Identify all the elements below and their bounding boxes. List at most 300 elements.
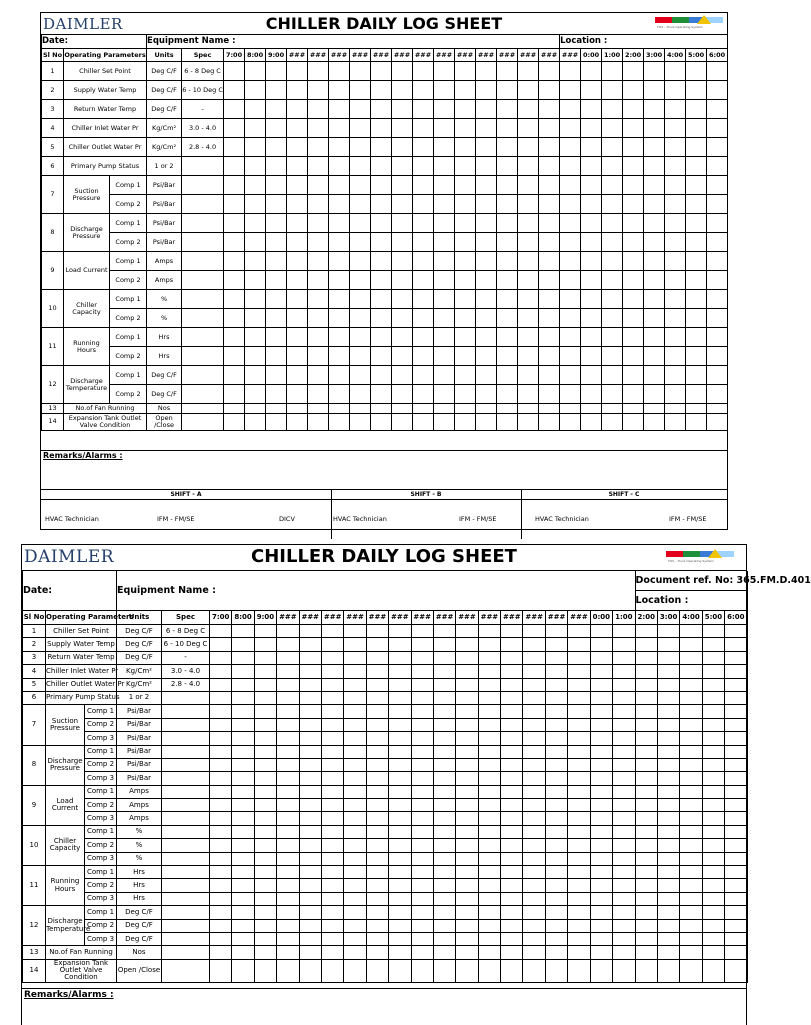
log-entry-cell[interactable] (389, 852, 411, 865)
log-entry-cell[interactable] (545, 732, 567, 745)
log-entry-cell[interactable] (411, 852, 433, 865)
log-entry-cell[interactable] (411, 932, 433, 945)
log-entry-cell[interactable] (476, 328, 497, 347)
log-entry-cell[interactable] (287, 195, 308, 214)
log-entry-cell[interactable] (665, 309, 686, 328)
log-entry-cell[interactable] (680, 758, 702, 771)
log-entry-cell[interactable] (590, 691, 612, 704)
log-entry-cell[interactable] (371, 328, 392, 347)
log-entry-cell[interactable] (644, 271, 665, 290)
log-entry-cell[interactable] (635, 906, 657, 919)
log-entry-cell[interactable] (434, 233, 455, 252)
log-entry-cell[interactable] (266, 385, 287, 404)
log-entry-cell[interactable] (478, 758, 500, 771)
log-entry-cell[interactable] (623, 290, 644, 309)
log-entry-cell[interactable] (232, 678, 254, 691)
log-entry-cell[interactable] (680, 799, 702, 812)
log-entry-cell[interactable] (277, 839, 299, 852)
log-entry-cell[interactable] (590, 959, 612, 982)
log-entry-cell[interactable] (478, 745, 500, 758)
log-entry-cell[interactable] (539, 176, 560, 195)
log-entry-cell[interactable] (308, 347, 329, 366)
log-entry-cell[interactable] (210, 772, 232, 785)
log-entry-cell[interactable] (644, 100, 665, 119)
log-entry-cell[interactable] (411, 691, 433, 704)
log-entry-cell[interactable] (433, 745, 455, 758)
log-entry-cell[interactable] (287, 404, 308, 414)
log-entry-cell[interactable] (635, 799, 657, 812)
log-entry-cell[interactable] (702, 678, 724, 691)
log-entry-cell[interactable] (707, 119, 728, 138)
log-entry-cell[interactable] (350, 385, 371, 404)
log-entry-cell[interactable] (501, 839, 523, 852)
log-entry-cell[interactable] (308, 62, 329, 81)
log-entry-cell[interactable] (523, 785, 545, 798)
log-entry-cell[interactable] (299, 638, 321, 651)
log-entry-cell[interactable] (665, 328, 686, 347)
log-entry-cell[interactable] (539, 328, 560, 347)
log-entry-cell[interactable] (266, 157, 287, 176)
log-entry-cell[interactable] (590, 758, 612, 771)
log-entry-cell[interactable] (623, 347, 644, 366)
log-entry-cell[interactable] (366, 665, 388, 678)
log-entry-cell[interactable] (590, 812, 612, 825)
log-entry-cell[interactable] (371, 100, 392, 119)
log-entry-cell[interactable] (657, 665, 679, 678)
log-entry-cell[interactable] (476, 366, 497, 385)
log-entry-cell[interactable] (657, 651, 679, 664)
log-entry-cell[interactable] (254, 892, 276, 905)
log-entry-cell[interactable] (590, 879, 612, 892)
log-entry-cell[interactable] (518, 290, 539, 309)
log-entry-cell[interactable] (501, 678, 523, 691)
log-entry-cell[interactable] (590, 919, 612, 932)
log-entry-cell[interactable] (539, 413, 560, 430)
log-entry-cell[interactable] (210, 665, 232, 678)
log-entry-cell[interactable] (518, 404, 539, 414)
log-entry-cell[interactable] (702, 625, 724, 638)
log-entry-cell[interactable] (456, 718, 478, 731)
log-entry-cell[interactable] (413, 413, 434, 430)
log-entry-cell[interactable] (497, 404, 518, 414)
log-entry-cell[interactable] (644, 366, 665, 385)
log-entry-cell[interactable] (266, 62, 287, 81)
log-entry-cell[interactable] (287, 176, 308, 195)
log-entry-cell[interactable] (232, 959, 254, 982)
log-entry-cell[interactable] (366, 946, 388, 959)
log-entry-cell[interactable] (277, 919, 299, 932)
log-entry-cell[interactable] (523, 772, 545, 785)
log-entry-cell[interactable] (433, 825, 455, 838)
log-entry-cell[interactable] (433, 959, 455, 982)
log-entry-cell[interactable] (702, 825, 724, 838)
log-entry-cell[interactable] (210, 625, 232, 638)
log-entry-cell[interactable] (455, 347, 476, 366)
log-entry-cell[interactable] (277, 665, 299, 678)
log-entry-cell[interactable] (602, 328, 623, 347)
log-entry-cell[interactable] (523, 866, 545, 879)
log-entry-cell[interactable] (411, 732, 433, 745)
log-entry-cell[interactable] (635, 678, 657, 691)
log-entry-cell[interactable] (413, 100, 434, 119)
log-entry-cell[interactable] (224, 404, 245, 414)
log-entry-cell[interactable] (725, 625, 747, 638)
log-entry-cell[interactable] (389, 932, 411, 945)
log-entry-cell[interactable] (623, 252, 644, 271)
log-entry-cell[interactable] (371, 404, 392, 414)
log-entry-cell[interactable] (232, 879, 254, 892)
log-entry-cell[interactable] (686, 195, 707, 214)
log-entry-cell[interactable] (635, 625, 657, 638)
log-entry-cell[interactable] (590, 705, 612, 718)
log-entry-cell[interactable] (545, 866, 567, 879)
log-entry-cell[interactable] (277, 758, 299, 771)
log-entry-cell[interactable] (518, 138, 539, 157)
log-entry-cell[interactable] (456, 892, 478, 905)
log-entry-cell[interactable] (455, 81, 476, 100)
log-entry-cell[interactable] (686, 328, 707, 347)
log-entry-cell[interactable] (665, 119, 686, 138)
log-entry-cell[interactable] (539, 214, 560, 233)
log-entry-cell[interactable] (287, 366, 308, 385)
log-entry-cell[interactable] (411, 959, 433, 982)
log-entry-cell[interactable] (299, 852, 321, 865)
log-entry-cell[interactable] (245, 119, 266, 138)
log-entry-cell[interactable] (635, 932, 657, 945)
log-entry-cell[interactable] (456, 959, 478, 982)
log-entry-cell[interactable] (702, 892, 724, 905)
log-entry-cell[interactable] (725, 906, 747, 919)
log-entry-cell[interactable] (665, 290, 686, 309)
log-entry-cell[interactable] (434, 214, 455, 233)
log-entry-cell[interactable] (433, 839, 455, 852)
log-entry-cell[interactable] (389, 825, 411, 838)
log-entry-cell[interactable] (545, 758, 567, 771)
log-entry-cell[interactable] (613, 678, 636, 691)
log-entry-cell[interactable] (210, 919, 232, 932)
log-entry-cell[interactable] (702, 932, 724, 945)
log-entry-cell[interactable] (344, 758, 366, 771)
log-entry-cell[interactable] (389, 638, 411, 651)
log-entry-cell[interactable] (329, 62, 350, 81)
log-entry-cell[interactable] (392, 214, 413, 233)
log-entry-cell[interactable] (350, 413, 371, 430)
log-entry-cell[interactable] (366, 691, 388, 704)
log-entry-cell[interactable] (568, 799, 590, 812)
log-entry-cell[interactable] (392, 385, 413, 404)
log-entry-cell[interactable] (434, 385, 455, 404)
log-entry-cell[interactable] (224, 366, 245, 385)
log-entry-cell[interactable] (613, 812, 636, 825)
log-entry-cell[interactable] (523, 758, 545, 771)
log-entry-cell[interactable] (707, 81, 728, 100)
log-entry-cell[interactable] (433, 625, 455, 638)
log-entry-cell[interactable] (224, 138, 245, 157)
log-entry-cell[interactable] (413, 62, 434, 81)
log-entry-cell[interactable] (680, 705, 702, 718)
log-entry-cell[interactable] (389, 892, 411, 905)
location-field[interactable]: Location : (560, 35, 728, 49)
log-entry-cell[interactable] (329, 119, 350, 138)
log-entry-cell[interactable] (686, 214, 707, 233)
log-entry-cell[interactable] (434, 138, 455, 157)
log-entry-cell[interactable] (635, 651, 657, 664)
log-entry-cell[interactable] (299, 892, 321, 905)
log-entry-cell[interactable] (725, 745, 747, 758)
log-entry-cell[interactable] (210, 852, 232, 865)
log-entry-cell[interactable] (545, 705, 567, 718)
log-entry-cell[interactable] (545, 691, 567, 704)
log-entry-cell[interactable] (329, 138, 350, 157)
log-entry-cell[interactable] (413, 309, 434, 328)
log-entry-cell[interactable] (455, 176, 476, 195)
log-entry-cell[interactable] (568, 691, 590, 704)
log-entry-cell[interactable] (545, 638, 567, 651)
log-entry-cell[interactable] (702, 691, 724, 704)
log-entry-cell[interactable] (501, 959, 523, 982)
log-entry-cell[interactable] (389, 718, 411, 731)
log-entry-cell[interactable] (657, 785, 679, 798)
log-entry-cell[interactable] (560, 271, 581, 290)
log-entry-cell[interactable] (560, 309, 581, 328)
log-entry-cell[interactable] (224, 119, 245, 138)
log-entry-cell[interactable] (266, 413, 287, 430)
log-entry-cell[interactable] (456, 799, 478, 812)
log-entry-cell[interactable] (686, 119, 707, 138)
log-entry-cell[interactable] (568, 785, 590, 798)
log-entry-cell[interactable] (389, 678, 411, 691)
log-entry-cell[interactable] (635, 919, 657, 932)
log-entry-cell[interactable] (545, 651, 567, 664)
log-entry-cell[interactable] (287, 157, 308, 176)
log-entry-cell[interactable] (392, 290, 413, 309)
log-entry-cell[interactable] (501, 691, 523, 704)
log-entry-cell[interactable] (413, 366, 434, 385)
log-entry-cell[interactable] (539, 157, 560, 176)
log-entry-cell[interactable] (371, 413, 392, 430)
log-entry-cell[interactable] (389, 879, 411, 892)
log-entry-cell[interactable] (299, 785, 321, 798)
log-entry-cell[interactable] (411, 785, 433, 798)
log-entry-cell[interactable] (680, 866, 702, 879)
log-entry-cell[interactable] (702, 732, 724, 745)
log-entry-cell[interactable] (707, 214, 728, 233)
log-entry-cell[interactable] (518, 119, 539, 138)
log-entry-cell[interactable] (623, 81, 644, 100)
log-entry-cell[interactable] (644, 328, 665, 347)
log-entry-cell[interactable] (389, 651, 411, 664)
log-entry-cell[interactable] (299, 732, 321, 745)
log-entry-cell[interactable] (702, 919, 724, 932)
log-entry-cell[interactable] (476, 309, 497, 328)
log-entry-cell[interactable] (277, 852, 299, 865)
log-entry-cell[interactable] (245, 413, 266, 430)
log-entry-cell[interactable] (725, 959, 747, 982)
log-entry-cell[interactable] (245, 233, 266, 252)
log-entry-cell[interactable] (254, 705, 276, 718)
log-entry-cell[interactable] (497, 271, 518, 290)
log-entry-cell[interactable] (478, 785, 500, 798)
log-entry-cell[interactable] (545, 625, 567, 638)
log-entry-cell[interactable] (545, 665, 567, 678)
log-entry-cell[interactable] (371, 157, 392, 176)
log-entry-cell[interactable] (686, 157, 707, 176)
log-entry-cell[interactable] (657, 919, 679, 932)
log-entry-cell[interactable] (321, 638, 343, 651)
log-entry-cell[interactable] (568, 892, 590, 905)
log-entry-cell[interactable] (707, 62, 728, 81)
log-entry-cell[interactable] (635, 745, 657, 758)
log-entry-cell[interactable] (433, 852, 455, 865)
log-entry-cell[interactable] (560, 413, 581, 430)
log-entry-cell[interactable] (501, 745, 523, 758)
log-entry-cell[interactable] (613, 651, 636, 664)
log-entry-cell[interactable] (623, 385, 644, 404)
log-entry-cell[interactable] (644, 347, 665, 366)
log-entry-cell[interactable] (350, 176, 371, 195)
log-entry-cell[interactable] (344, 812, 366, 825)
log-entry-cell[interactable] (707, 366, 728, 385)
log-entry-cell[interactable] (371, 233, 392, 252)
log-entry-cell[interactable] (456, 732, 478, 745)
log-entry-cell[interactable] (725, 946, 747, 959)
log-entry-cell[interactable] (476, 176, 497, 195)
log-entry-cell[interactable] (232, 758, 254, 771)
log-entry-cell[interactable] (308, 404, 329, 414)
log-entry-cell[interactable] (371, 176, 392, 195)
log-entry-cell[interactable] (623, 214, 644, 233)
log-entry-cell[interactable] (501, 705, 523, 718)
log-entry-cell[interactable] (329, 328, 350, 347)
equipment-name-field[interactable]: Equipment Name : (147, 35, 560, 49)
log-entry-cell[interactable] (590, 651, 612, 664)
log-entry-cell[interactable] (434, 195, 455, 214)
log-entry-cell[interactable] (539, 100, 560, 119)
log-entry-cell[interactable] (389, 919, 411, 932)
log-entry-cell[interactable] (568, 732, 590, 745)
log-entry-cell[interactable] (702, 638, 724, 651)
log-entry-cell[interactable] (389, 785, 411, 798)
log-entry-cell[interactable] (456, 785, 478, 798)
log-entry-cell[interactable] (702, 799, 724, 812)
log-entry-cell[interactable] (644, 233, 665, 252)
log-entry-cell[interactable] (224, 195, 245, 214)
log-entry-cell[interactable] (568, 866, 590, 879)
log-entry-cell[interactable] (411, 758, 433, 771)
log-entry-cell[interactable] (725, 932, 747, 945)
log-entry-cell[interactable] (392, 100, 413, 119)
log-entry-cell[interactable] (455, 157, 476, 176)
log-entry-cell[interactable] (254, 812, 276, 825)
log-entry-cell[interactable] (299, 879, 321, 892)
log-entry-cell[interactable] (686, 385, 707, 404)
log-entry-cell[interactable] (254, 906, 276, 919)
log-entry-cell[interactable] (344, 959, 366, 982)
log-entry-cell[interactable] (644, 385, 665, 404)
log-entry-cell[interactable] (321, 651, 343, 664)
log-entry-cell[interactable] (329, 214, 350, 233)
log-entry-cell[interactable] (277, 866, 299, 879)
log-entry-cell[interactable] (590, 799, 612, 812)
log-entry-cell[interactable] (523, 745, 545, 758)
log-entry-cell[interactable] (266, 404, 287, 414)
log-entry-cell[interactable] (613, 745, 636, 758)
log-entry-cell[interactable] (635, 852, 657, 865)
log-entry-cell[interactable] (277, 651, 299, 664)
log-entry-cell[interactable] (602, 195, 623, 214)
log-entry-cell[interactable] (232, 906, 254, 919)
log-entry-cell[interactable] (299, 825, 321, 838)
log-entry-cell[interactable] (497, 100, 518, 119)
log-entry-cell[interactable] (210, 705, 232, 718)
log-entry-cell[interactable] (455, 233, 476, 252)
log-entry-cell[interactable] (539, 195, 560, 214)
log-entry-cell[interactable] (392, 119, 413, 138)
log-entry-cell[interactable] (366, 932, 388, 945)
log-entry-cell[interactable] (545, 678, 567, 691)
log-entry-cell[interactable] (350, 233, 371, 252)
log-entry-cell[interactable] (344, 651, 366, 664)
log-entry-cell[interactable] (539, 271, 560, 290)
log-entry-cell[interactable] (568, 638, 590, 651)
log-entry-cell[interactable] (392, 176, 413, 195)
log-entry-cell[interactable] (665, 176, 686, 195)
log-entry-cell[interactable] (287, 252, 308, 271)
log-entry-cell[interactable] (232, 651, 254, 664)
log-entry-cell[interactable] (644, 290, 665, 309)
log-entry-cell[interactable] (433, 919, 455, 932)
log-entry-cell[interactable] (501, 799, 523, 812)
log-entry-cell[interactable] (657, 638, 679, 651)
log-entry-cell[interactable] (389, 772, 411, 785)
log-entry-cell[interactable] (545, 785, 567, 798)
log-entry-cell[interactable] (455, 366, 476, 385)
log-entry-cell[interactable] (581, 233, 602, 252)
log-entry-cell[interactable] (702, 705, 724, 718)
log-entry-cell[interactable] (411, 678, 433, 691)
log-entry-cell[interactable] (299, 651, 321, 664)
log-entry-cell[interactable] (434, 290, 455, 309)
log-entry-cell[interactable] (434, 309, 455, 328)
log-entry-cell[interactable] (299, 665, 321, 678)
log-entry-cell[interactable] (707, 157, 728, 176)
log-entry-cell[interactable] (590, 665, 612, 678)
log-entry-cell[interactable] (497, 62, 518, 81)
log-entry-cell[interactable] (590, 932, 612, 945)
log-entry-cell[interactable] (680, 892, 702, 905)
log-entry-cell[interactable] (434, 252, 455, 271)
log-entry-cell[interactable] (680, 839, 702, 852)
log-entry-cell[interactable] (686, 309, 707, 328)
log-entry-cell[interactable] (245, 100, 266, 119)
log-entry-cell[interactable] (623, 138, 644, 157)
log-entry-cell[interactable] (287, 214, 308, 233)
log-entry-cell[interactable] (613, 906, 636, 919)
log-entry-cell[interactable] (613, 839, 636, 852)
log-entry-cell[interactable] (210, 678, 232, 691)
log-entry-cell[interactable] (545, 892, 567, 905)
log-entry-cell[interactable] (329, 195, 350, 214)
log-entry-cell[interactable] (665, 385, 686, 404)
log-entry-cell[interactable] (224, 413, 245, 430)
log-entry-cell[interactable] (308, 385, 329, 404)
log-entry-cell[interactable] (725, 839, 747, 852)
log-entry-cell[interactable] (344, 678, 366, 691)
log-entry-cell[interactable] (245, 366, 266, 385)
log-entry-cell[interactable] (478, 825, 500, 838)
log-entry-cell[interactable] (254, 772, 276, 785)
log-entry-cell[interactable] (224, 214, 245, 233)
